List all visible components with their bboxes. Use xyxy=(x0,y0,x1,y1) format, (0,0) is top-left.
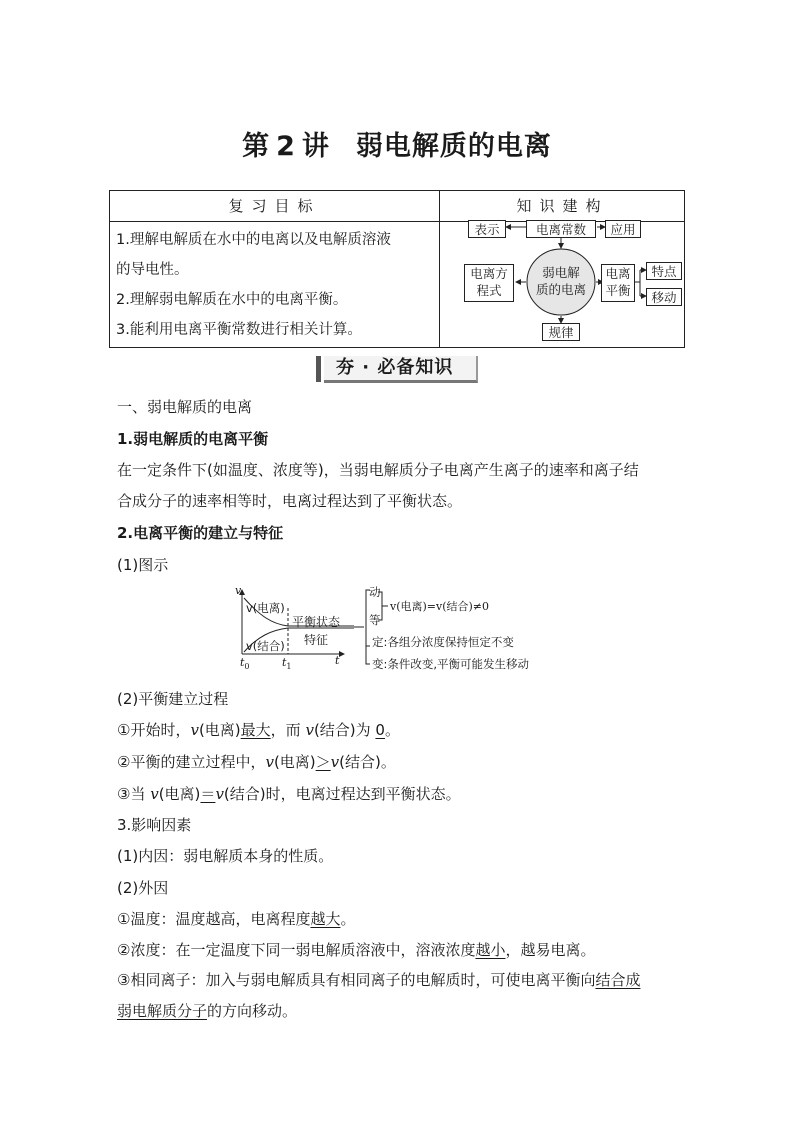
map-box-yingyong: 应用 xyxy=(605,220,641,238)
factors-external: (2)外因 xyxy=(117,879,169,897)
heading-section-1: 一、弱电解质的电离 xyxy=(117,398,253,416)
feature-deng-text: v(电离)=v(结合)≠0 xyxy=(390,600,490,613)
objectives-table xyxy=(109,190,685,348)
map-box-pingheng xyxy=(601,264,635,302)
heading-1-2: 2.电离平衡的建立与特征 xyxy=(117,524,284,542)
factor-common-ion-cont: 弱电解质分子的方向移动。 xyxy=(117,1002,298,1020)
paragraph-line: 合成分子的速率相等时，电离过程达到了平衡状态。 xyxy=(117,492,463,510)
factor-concentration: ②浓度：在一定温度下同一弱电解质溶液中，溶液浓度越小，越易电离。 xyxy=(117,941,596,959)
goal-line: 3.能利用电离平衡常数进行相关计算。 xyxy=(116,322,362,338)
map-box-pingheng-line1: 电离 xyxy=(605,266,631,281)
map-box-fangcheng xyxy=(464,264,514,302)
table-header-knowledge: 知识建构 xyxy=(516,197,609,215)
map-center-line1: 弱电解 xyxy=(542,265,580,280)
figure-label: (1)图示 xyxy=(117,556,169,574)
map-box-yidong: 移动 xyxy=(646,288,682,306)
tick-t1: $t_1$ xyxy=(282,656,292,672)
map-box-biaoshi: 表示 xyxy=(468,220,506,238)
label-v-ionize: v(电离) xyxy=(246,601,285,615)
factors-title: 3.影响因素 xyxy=(117,816,192,834)
feature-bian: 变:条件改变,平衡可能发生移动 xyxy=(372,657,530,671)
map-box-pingheng-line2: 平衡 xyxy=(605,283,631,298)
feature-deng: 等 xyxy=(369,613,381,627)
map-box-fangcheng-line2: 程式 xyxy=(476,283,502,298)
title-prefix: 第 xyxy=(242,131,271,162)
process-line-3: ③当 v(电离)＝v(结合)时，电离过程达到平衡状态。 xyxy=(117,785,461,803)
axis-label-v: v xyxy=(235,584,242,597)
label-eq-state: 平衡状态 xyxy=(292,615,341,629)
paragraph-line: 在一定条件下(如温度、浓度等)，当弱电解质分子电离产生离子的速率和离子结 xyxy=(117,461,639,479)
title-main: 弱电解质的电离 xyxy=(355,131,552,162)
label-v-combine: v(结合) xyxy=(246,639,285,653)
process-label: (2)平衡建立过程 xyxy=(117,690,229,708)
knowledge-map xyxy=(440,222,685,348)
map-center-label xyxy=(527,264,595,298)
goal-line: 2.理解弱电解质在水中的电离平衡。 xyxy=(116,292,348,308)
goal-line: 的导电性。 xyxy=(116,262,189,278)
tick-t0: $t_0$ xyxy=(240,656,250,672)
factor-temperature: ①温度：温度越高，电离程度越大。 xyxy=(117,910,356,928)
map-center-line2: 质的电离 xyxy=(535,282,586,297)
feature-ding: 定:各组分浓度保持恒定不变 xyxy=(372,635,514,649)
section-header-text: 夯 · 必备知识 xyxy=(336,357,454,378)
section-header-bar xyxy=(316,356,321,382)
factors-internal: (1)内因：弱电解质本身的性质。 xyxy=(117,847,334,865)
section-header xyxy=(316,354,476,382)
feature-dong: 动 xyxy=(369,585,381,599)
factor-common-ion: ③相同离子：加入与弱电解质具有相同离子的电解质时，可使电离平衡向结合成 xyxy=(117,971,641,989)
equilibrium-diagram xyxy=(232,586,562,672)
heading-1-1: 1.弱电解质的电离平衡 xyxy=(117,430,269,448)
goals-list xyxy=(116,225,436,345)
title-suffix: 讲 xyxy=(301,131,330,162)
axis-label-t: t xyxy=(335,654,340,667)
map-box-guilv: 规律 xyxy=(542,323,580,341)
map-box-fangcheng-line1: 电离方 xyxy=(470,266,508,281)
goal-line: 1.理解电解质在水中的电离以及电解质溶液 xyxy=(116,232,391,248)
table-header-goals: 复习目标 xyxy=(228,197,321,215)
process-line-2: ②平衡的建立过程中，v(电离)＞v(结合)。 xyxy=(117,753,396,771)
map-box-changshu: 电离常数 xyxy=(526,220,596,238)
label-feature: 特征 xyxy=(304,633,329,647)
title-number: 2 xyxy=(276,131,296,162)
process-line-1: ①开始时，v(电离)最大，而 v(结合)为 0。 xyxy=(117,721,400,739)
page-title xyxy=(0,124,794,163)
map-box-tedian: 特点 xyxy=(646,262,682,280)
